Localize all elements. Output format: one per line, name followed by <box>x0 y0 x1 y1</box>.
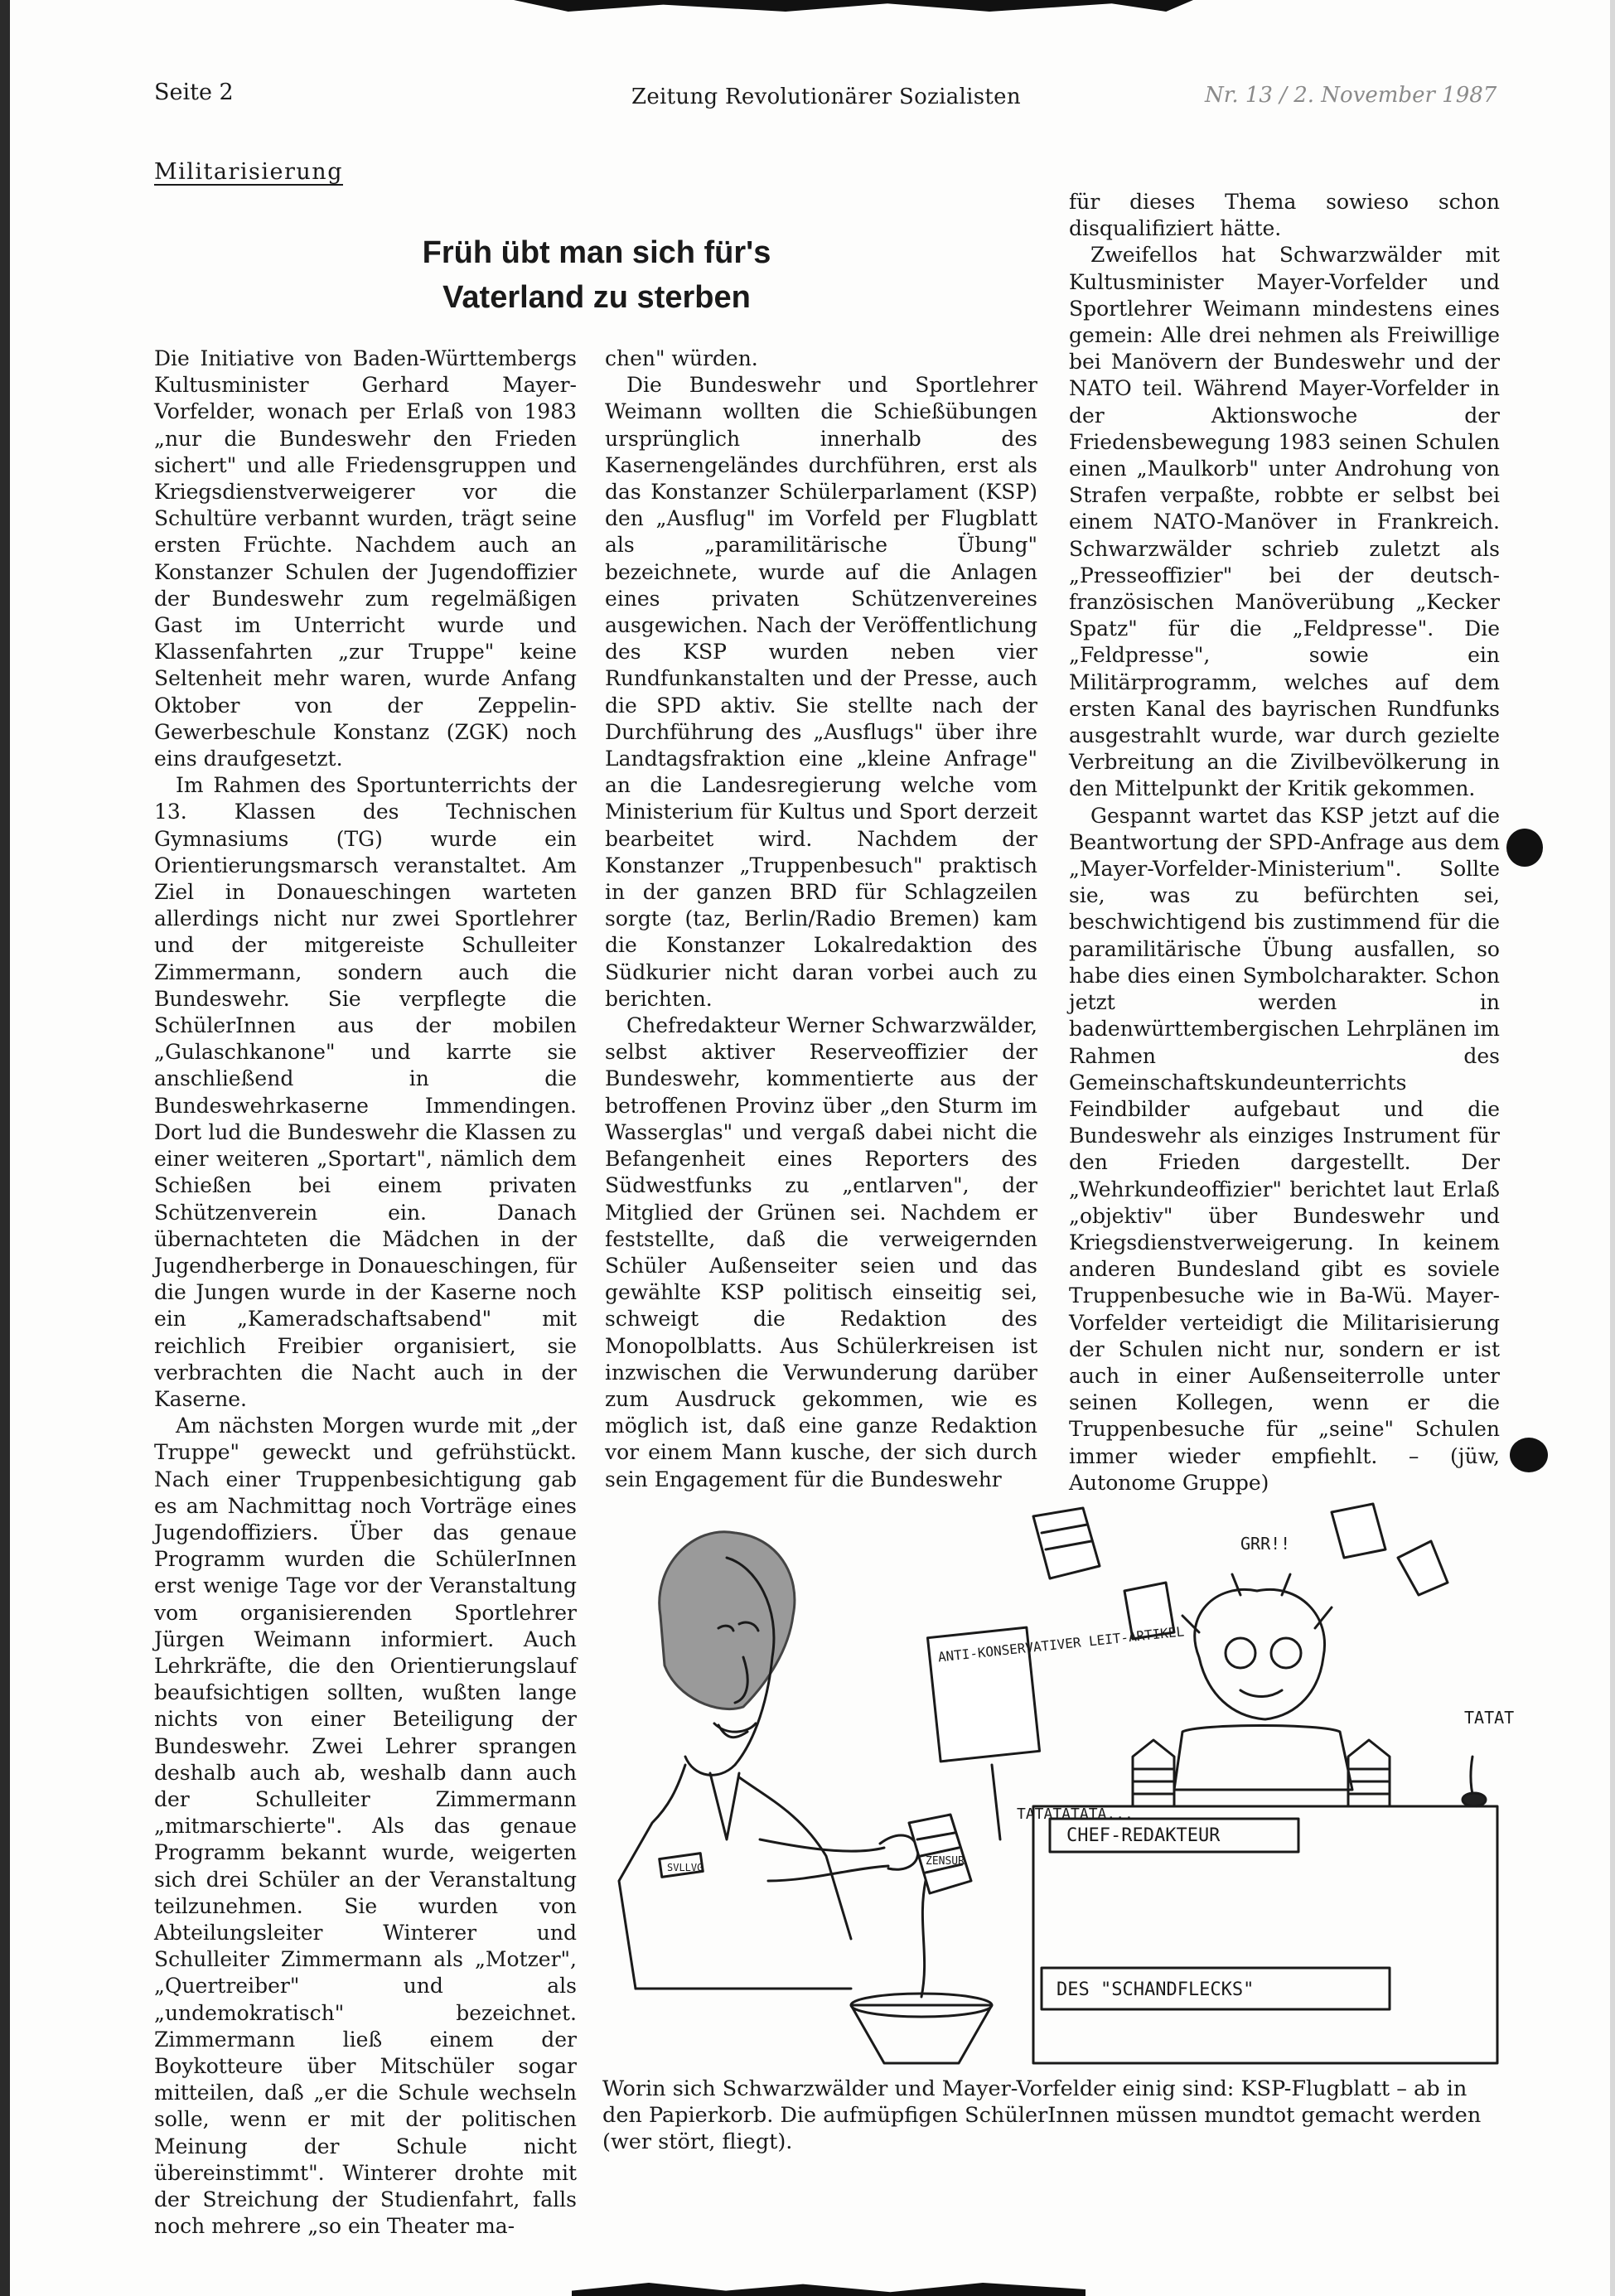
paragraph: Im Rahmen des Sportunterrichts der 13. Klassen des Technischen Gymnasiums (TG) wurde ein Orientierungsmarsch veranstaltet. Am Ziel in Donaueschingen warteten allerdings nicht nur zwei Sportlehrer und der mitgereiste Schulleiter Zimmermann, sondern auch die Bundeswehr. Sie verpflegte die SchülerInnen aus der mobilen „Gulaschkanone" und karrte sie anschließend in die Bundeswehrkaserne Immendingen. Dort lud die Bundeswehr die Klassen zu einer weiteren „Sportart", nämlich dem Schießen bei einem privaten Schützenverein ein. Danach übernachteten die Mädchen in der Jugendherberge in Donaueschingen, für die Jungen wurde in der Kaserne noch ein „Kameradschaftsabend" mit reichlich Freibier organisiert, sie verbrachten die Nacht auch in der Kaserne. <box>154 773 577 1411</box>
paragraph: Zweifellos hat Schwarzwälder mit Kultusminister Mayer-Vorfelder und Sportlehrer Weimann mindestens eines gemein: Alle drei nehmen als Freiwillige bei Manövern der Bundeswehr und der NATO teil. Während Mayer-Vorfelder in der Aktionswoche der Friedensbewegung 1983 seinen Schulen einen „Maulkorb" unter Androhung von Strafen verpaßte, robbte er selbst bei einem NATO-Manöver in Frankreich. Schwarzwälder schrieb zuletzt als „Presseoffizier" bei der deutsch-französischen Manöverübung „Kecker Spatz" für die „Feldpresse". Die „Feldpresse", sowie ein Militärprogramm, welches auf dem ersten Kanal des bayrischen Rundfunks ausgestrahlt wurde, war durch gezielte Verbreitung an die Zivilbevölkerung in den Mittelpunkt der Kritik gekommen. <box>1069 243 1500 801</box>
paragraph: chen" würden. <box>605 346 758 370</box>
scan-edge-right <box>1610 0 1615 2296</box>
punch-hole-mark <box>1506 829 1543 867</box>
paragraph: für dieses Thema sowieso schon disqualifiziert hätte. <box>1069 190 1500 241</box>
cartoon-sound-right: TATAT <box>1464 1708 1515 1728</box>
cartoon-sound-left: TATATATATA... <box>1017 1805 1134 1823</box>
cartoon-stamp: ZENSUR <box>926 1855 965 1868</box>
scan-artifact-top <box>514 0 1193 12</box>
cartoon-sign-label: ANTI-KONSERVATIVER LEIT-ARTIKEL <box>937 1623 1185 1665</box>
paragraph: Gespannt wartet das KSP jetzt auf die Beantwortung der SPD-Anfrage aus dem „Mayer-Vorfelder-Ministerium". Sollte sie, was zu befürchten sei, beschwichtigend bis zustimmend für die paramilitärische Übung ausfallen, so habe dies einen Symbolcharakter. Schon jetzt werden in badenwürttembergischen Lehrplänen im Rahmen des Gemeinschaftskundeunterrichts Feindbilder aufgebaut und die Bundeswehr als einziges Instrument für den Frieden dargestellt. Der „Wehrkundeoffizier" berichtet laut Erlaß „objektiv" über Bundeswehr und Kriegsdienstverweigerung. In keinem anderen Bundesland gibt es soviele Truppenbesuche wie in Ba-Wü. Mayer-Vorfelder verteidigt die Militarisierung der Schulen nicht nur, sondern er ist auch in einer Außenseiterrolle unter seinen Kollegen, wenn er die Truppenbesuche für „seine" Schulen immer wieder empfiehlt. – (jüw, Autonome Gruppe) <box>1069 803 1500 1495</box>
headline-line-2: Vaterland zu sterben <box>442 280 751 315</box>
cartoon-plaque-1: CHEF-REDAKTEUR <box>1066 1825 1221 1846</box>
paragraph: Die Bundeswehr und Sportlehrer Weimann wollten die Schießübungen ursprünglich innerhalb des Kasernengeländes durchführen, erst als das Konstanzer Schülerparlament (KSP) den „Ausflug" im Vorfeld per Flugblatt als „paramilitärische Übung" bezeichnete, wurde auf die Anlagen eines privaten Schützenvereines ausgewichen. Nach der Veröffentlichung des KSP wurden neben vier Rundfunkanstalten und der Presse, auch die SPD aktiv. Sie stellte nach der Durchführung des „Ausflugs" über ihre Landtagsfraktion eine „kleine Anfrage" an die Landesregierung welche vom Ministerium für Kultus und Sport derzeit bearbeitet wird. Nachdem der Konstanzer „Truppenbesuch" praktisch in der ganzen BRD für Schlagzeilen sorgte (taz, Berlin/Radio Bremen) kam die Konstanzer Lokalredaktion des Südkurier nicht daran vorbei auch zu berichten. <box>605 373 1037 1011</box>
headline-line-1: Früh übt man sich für's <box>422 235 771 270</box>
caricature-drawing <box>602 1491 1524 2071</box>
paragraph: Am nächsten Morgen wurde mit „der Truppe" geweckt und gefrühstückt. Nach einer Truppenbesichtigung gab es am Nachmittag noch Vorträge eines Jugendoffiziers. Über das genaue Programm wurden die SchülerInnen erst wenige Tage vor der Veranstaltung vom organisierenden Sportlehrer Jürgen Weimann informiert. Auch Lehrkräfte, die den Orientierungslauf beaufsichtigen sollten, wußten lange nichts von einer Beteiligung der Bundeswehr. Zwei Lehrer sprangen deshalb auch ab, weshalb dann auch der Schulleiter Zimmermann „mitmarschierte". Als das genaue Programm bekannt wurde, weigerten sich drei Schüler an der Veranstaltung teilzunehmen. Sie wurden von Abteilungsleiter Winterer und Schulleiter Zimmermann als „Motzer", „Quertreiber" und als „undemokratisch" bezeichnet. Zimmermann ließ einem der Boykotteure über Mitschüler sogar mitteilen, daß „er die Schule wechseln solle, wenn er mit der politischen Meinung der Schule nicht übereinstimmt". Winterer drohte mit der Streichung der Studienfahrt, falls noch mehrere „so ein Theater ma- <box>154 1414 577 2239</box>
article-column-3 <box>1069 189 1500 1496</box>
cartoon-grr: GRR!! <box>1240 1534 1291 1554</box>
section-rubric: Militarisierung <box>154 159 343 185</box>
punch-hole-mark <box>1510 1438 1548 1472</box>
article-headline <box>331 230 862 320</box>
issue-date: Nr. 13 / 2. November 1987 <box>1205 83 1497 108</box>
paragraph: Die Initiative von Baden-Württembergs Kultusminister Gerhard Mayer-Vorfelder, wonach per Erlaß von 1983 „nur die Bundeswehr den Frieden sichert" und alle Friedensgruppen und Kriegsdienstverweigerer vor die Schultüre verbannt wurden, trägt seine ersten Früchte. Nachdem auch an Konstanzer Schulen der Jugendoffizier der Bundeswehr zum regelmäßigen Gast im Unterricht wurde und Klassenfahrten „zur Truppe" keine Seltenheit mehr waren, wurde Anfang Oktober von der Zeppelin-Gewerbeschule Konstanz (ZGK) noch eins draufgesetzt. <box>154 346 577 771</box>
publication-name: Zeitung Revolutionärer Sozialisten <box>631 85 1021 109</box>
paragraph: Chefredakteur Werner Schwarzwälder, selbst aktiver Reserveoffizier der Bundeswehr, kommentierte aus der betroffenen Provinz über „den Sturm im Wasserglas" und vergaß dabei nicht die Befangenheit eines Reporters des Südwestfunks zu „entlarven", der Mitglied der Grünen sei. Nachdem er feststellte, daß die verweigernden Schüler Außenseiter seien und das gewählte KSP politisch einseitig sei, schweigt die Redaktion des Monopolblatts. Aus Schülerkreisen ist inzwischen die Verwunderung darüber zum Ausdruck gekommen, wie es möglich ist, daß eine ganze Redaktion vor einem Mann kusche, der sich durch sein Engagement für die Bundeswehr <box>605 1013 1037 1491</box>
cartoon-caption: Worin sich Schwarzwälder und Mayer-Vorfelder einig sind: KSP-Flugblatt – ab in den Papierkorb. Die aufmüpfigen SchülerInnen müssen mundtot gemacht werden (wer stört, fliegt). <box>602 2076 1482 2154</box>
article-column-1 <box>154 346 577 2240</box>
cartoon-cuff: SVLLVG <box>667 1862 704 1873</box>
cartoon-plaque-2: DES "SCHANDFLECKS" <box>1057 1979 1255 2000</box>
scan-artifact-bottom <box>572 2283 1086 2296</box>
article-column-2 <box>605 346 1037 1493</box>
page-number: Seite 2 <box>154 80 234 105</box>
page-header <box>154 80 1513 121</box>
scan-edge-left <box>0 0 10 2296</box>
